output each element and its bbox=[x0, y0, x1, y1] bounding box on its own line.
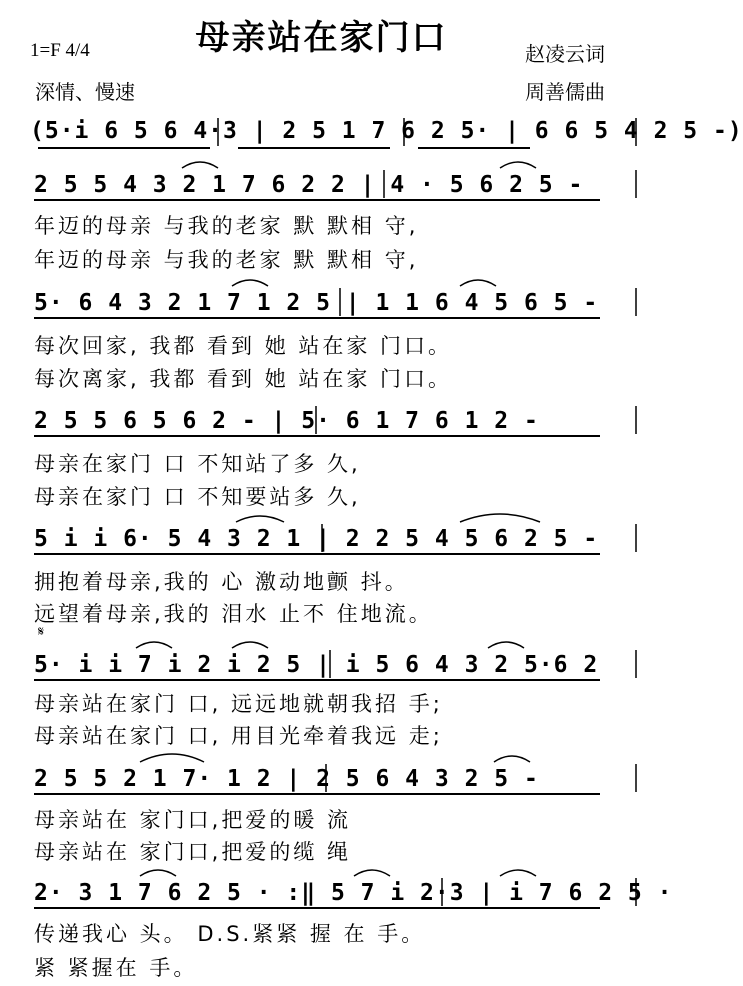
lyric-row-2-verse-1: 年迈的母亲 与我的老家 默 默相 守, bbox=[34, 214, 419, 238]
lyric-row-4-verse-2: 母亲在家门 口 不知要站多 久, bbox=[34, 485, 361, 509]
lyric-row-7-verse-1: 母亲站在 家门口,把爱的暖 流 bbox=[34, 808, 352, 832]
notation-row-5: 5 i i 6· 5 4 3 2 1 | 2 2 5 4 5 6 2 5 - bbox=[34, 526, 599, 552]
lyric-row-8-verse-2: 紧 紧握在 手。 bbox=[34, 956, 198, 980]
notation-row-3: 5· 6 4 3 2 1 7 1 2 5 | 1 1 6 4 5 6 5 - bbox=[34, 290, 599, 316]
lyric-row-3-verse-1: 每次回家, 我都 看到 她 站在家 门口。 bbox=[34, 334, 453, 358]
lyric-row-5-verse-2: 远望着母亲,我的 泪水 止不 住地流。 bbox=[34, 602, 433, 626]
lyric-row-6-verse-1: 母亲站在家门 口, 远远地就朝我招 手; bbox=[34, 692, 443, 716]
lyric-row-3-verse-2: 每次离家, 我都 看到 她 站在家 门口。 bbox=[34, 367, 453, 391]
notation-row-6: 5· i i 7 i 2 i 2 5 | i 5 6 4 3 2 5·6 2 bbox=[34, 652, 599, 678]
lyric-row-5-verse-1: 拥抱着母亲,我的 心 激动地颤 抖。 bbox=[34, 570, 409, 594]
lyric-row-8-verse-1: 传递我心 头。 D.S.紧紧 握 在 手。 bbox=[34, 922, 426, 946]
lyric-row-2-verse-2: 年迈的母亲 与我的老家 默 默相 守, bbox=[34, 248, 419, 272]
tempo-marking: 深情、慢速 bbox=[35, 80, 135, 104]
composer-credit: 周善儒曲 bbox=[525, 80, 605, 104]
lyric-row-4-verse-1: 母亲在家门 口 不知站了多 久, bbox=[34, 452, 361, 476]
duration-underlines bbox=[34, 148, 600, 908]
notation-row-2: 2 5 5 4 3 2 1 7 6 2 2 | 4 · 5 6 2 5 - bbox=[34, 172, 584, 198]
lyricist-credit: 赵凌云词 bbox=[525, 42, 605, 66]
notation-row-7: 2 5 5 2 1 7· 1 2 | 2 5 6 4 3 2 5 - bbox=[34, 766, 539, 792]
notation-row-intro: (5·i 6 5 6 4·3 | 2 5 1 7 6 2 5· | 6 6 5 4 2 5 -) bbox=[30, 118, 743, 144]
ties bbox=[136, 162, 540, 876]
lyric-row-6-verse-2: 母亲站在家门 口, 用目光牵着我远 走; bbox=[34, 724, 443, 748]
barlines bbox=[218, 118, 636, 906]
segno-sign: 𝄋 bbox=[38, 624, 45, 640]
notation-row-8: 2· 3 1 7 6 2 5 · :‖ 5 7 i 2·3 | i 7 6 2 5 · bbox=[34, 880, 673, 906]
song-title: 母亲站在家门口 bbox=[195, 18, 448, 58]
notation-row-4: 2 5 5 6 5 6 2 - | 5· 6 1 7 6 1 2 - bbox=[34, 408, 539, 434]
lyric-row-7-verse-2: 母亲站在 家门口,把爱的缆 绳 bbox=[34, 840, 352, 864]
key-signature: 1=F 4/4 bbox=[30, 40, 90, 61]
